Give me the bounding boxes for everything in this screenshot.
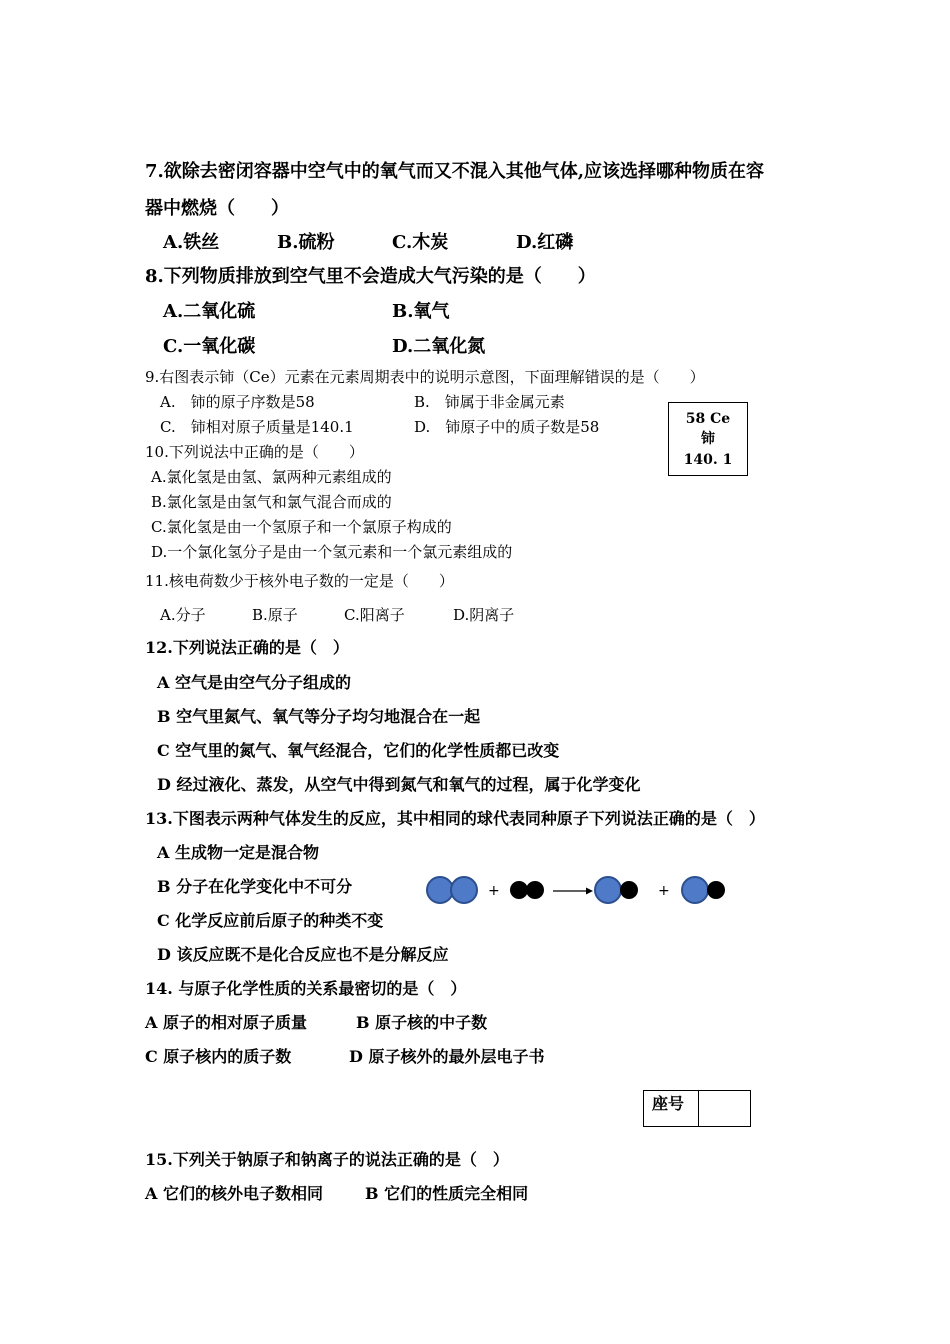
seat-number-label: 座号 xyxy=(652,1094,685,1113)
blue-atom xyxy=(682,877,708,903)
q11-option-a: A.分子 xyxy=(160,606,206,624)
plus-sign-1: + xyxy=(488,883,500,899)
reaction-diagram xyxy=(420,868,740,912)
q12-option-d: D 经过液化、蒸发，从空气中得到氮气和氧气的过程，属于化学变化 xyxy=(157,775,641,794)
black-atom xyxy=(707,881,725,899)
q14-option-d: D 原子核外的最外层电子书 xyxy=(349,1047,545,1066)
q7-option-b: B.硫粉 xyxy=(277,232,335,253)
q10-option-c: C.氯化氢是由一个氢原子和一个氯原子构成的 xyxy=(151,518,452,536)
q14-option-c: C 原子核内的质子数 xyxy=(145,1047,292,1066)
reactant-molecule-2 xyxy=(510,881,544,899)
q8-option-b: B.氧气 xyxy=(392,301,450,322)
q8-stem: 8.下列物质排放到空气里不会造成大气污染的是（ ） xyxy=(145,266,596,287)
q15-stem: 15.下列关于钠原子和钠离子的说法正确的是（ ） xyxy=(145,1150,509,1169)
q12-option-c: C 空气里的氮气、氧气经混合，它们的化学性质都已改变 xyxy=(157,741,560,760)
element-mass: 140. 1 xyxy=(683,452,733,468)
q8-option-d: D.二氧化氮 xyxy=(392,336,486,357)
q10-stem: 10.下列说法中正确的是（ ） xyxy=(145,443,364,461)
q14-stem: 14. 与原子化学性质的关系最密切的是（ ） xyxy=(145,979,467,998)
q8-option-c: C.一氧化碳 xyxy=(163,336,256,357)
element-cell-cerium xyxy=(668,402,748,476)
q12-option-b: B 空气里氮气、氧气等分子均匀地混合在一起 xyxy=(157,707,481,726)
q15-option-a: A 它们的核外电子数相同 xyxy=(145,1184,323,1203)
q15-option-b: B 它们的性质完全相同 xyxy=(365,1184,529,1203)
q13-option-b: B 分子在化学变化中不可分 xyxy=(157,877,353,896)
q10-option-d: D.一个氯化氢分子是由一个氢元素和一个氯元素组成的 xyxy=(151,543,513,561)
q11-option-b: B.原子 xyxy=(252,606,298,624)
q14-option-a: A 原子的相对原子质量 xyxy=(145,1013,307,1032)
q11-option-c: C.阳离子 xyxy=(344,606,405,624)
q13-option-a: A 生成物一定是混合物 xyxy=(157,843,319,862)
q9-stem: 9.右图表示铈（Ce）元素在元素周期表中的说明示意图，下面理解错误的是（ ） xyxy=(145,368,705,386)
q9-option-d: D. 铈原子中的质子数是58 xyxy=(414,418,600,436)
element-name: 铈 xyxy=(701,431,715,447)
blue-atom xyxy=(451,877,477,903)
q14-option-b: B 原子核的中子数 xyxy=(356,1013,488,1032)
arrow-right-icon xyxy=(553,888,593,895)
q7-option-a: A.铁丝 xyxy=(163,232,220,253)
q13-stem: 13.下图表示两种气体发生的反应，其中相同的球代表同种原子下列说法正确的是（ ） xyxy=(145,809,765,828)
blue-atom xyxy=(595,877,621,903)
blue-atom xyxy=(427,877,453,903)
seat-number-box xyxy=(643,1090,751,1127)
product-molecule-1 xyxy=(595,877,638,903)
q7-stem-line2: 器中燃烧（ ） xyxy=(145,198,289,219)
q10-option-b: B.氯化氢是由氢气和氯气混合而成的 xyxy=(151,493,392,511)
element-number-symbol: 58 Ce xyxy=(685,411,731,427)
q12-stem: 12.下列说法正确的是（ ） xyxy=(145,638,349,657)
q12-option-a: A 空气是由空气分子组成的 xyxy=(157,673,351,692)
reactant-molecule-1 xyxy=(427,877,477,903)
seat-box-divider xyxy=(698,1091,699,1126)
plus-sign-2: + xyxy=(658,883,670,899)
q13-option-c: C 化学反应前后原子的种类不变 xyxy=(157,911,384,930)
q7-option-d: D.红磷 xyxy=(516,232,574,253)
product-molecule-2 xyxy=(682,877,725,903)
q8-option-a: A.二氧化硫 xyxy=(163,301,256,322)
q9-option-c: C. 铈相对原子质量是140.1 xyxy=(160,418,354,436)
q7-stem-line1: 7.欲除去密闭容器中空气中的氧气而又不混入其他气体,应该选择哪种物质在容 xyxy=(145,161,765,182)
black-atom xyxy=(620,881,638,899)
q13-option-d: D 该反应既不是化合反应也不是分解反应 xyxy=(157,945,449,964)
q11-option-d: D.阴离子 xyxy=(453,606,515,624)
q7-option-c: C.木炭 xyxy=(392,232,449,253)
q9-option-a: A. 铈的原子序数是58 xyxy=(160,393,315,411)
q9-option-b: B. 铈属于非金属元素 xyxy=(414,393,565,411)
q11-stem: 11.核电荷数少于核外电子数的一定是（ ） xyxy=(145,572,454,590)
black-atom xyxy=(526,881,544,899)
q10-option-a: A.氯化氢是由氢、氯两种元素组成的 xyxy=(151,468,392,486)
black-atom xyxy=(510,881,528,899)
